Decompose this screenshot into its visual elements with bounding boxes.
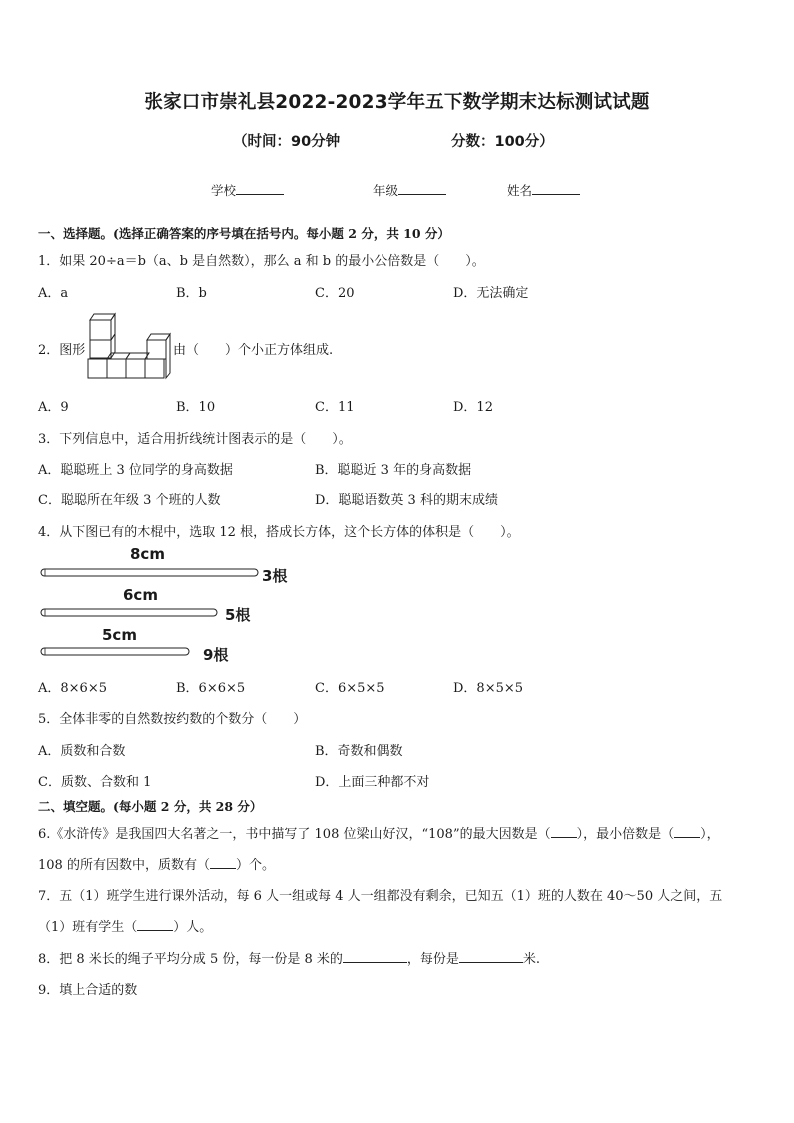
q8-text-3: 米. [522, 952, 541, 967]
school-field [211, 181, 284, 199]
question-5: 5．全体非零的自然数按约数的个数分（ ） [38, 712, 307, 727]
section-1-title: 一、选择题。(选择正确答案的序号填在括号内。每小题 2 分，共 10 分） [38, 226, 450, 241]
question-1: 1．如果 20÷a＝b（a、b 是自然数），那么 a 和 b 的最小公倍数是（ ）。 [38, 254, 485, 269]
q3-option-a[interactable]: A．聪聪班上 3 位同学的身高数据 [38, 463, 233, 478]
q2-option-a[interactable]: A．9 [38, 400, 69, 415]
stick-1-length: 8cm [130, 545, 165, 563]
grade-field [373, 181, 446, 199]
grade-blank[interactable] [398, 182, 446, 195]
q2-option-d[interactable]: D．12 [453, 400, 493, 415]
q1-option-c[interactable]: C．20 [315, 286, 355, 301]
q3-option-b[interactable]: B．聪聪近 3 年的身高数据 [315, 463, 472, 478]
q2-option-c[interactable]: C．11 [315, 400, 355, 415]
q3-option-c[interactable]: C．聪聪所在年级 3 个班的人数 [38, 493, 221, 508]
q5-option-c[interactable]: C．质数、合数和 1 [38, 775, 152, 790]
q4-option-c[interactable]: C．6×5×5 [315, 681, 385, 696]
exam-time: （时间：90分钟 [233, 134, 341, 150]
stick-2-count: 5根 [225, 606, 251, 624]
question-7-line-2 [38, 916, 212, 935]
q3-option-d[interactable]: D．聪聪语数英 3 科的期末成绩 [315, 493, 498, 508]
question-3: 3．下列信息中，适合用折线统计图表示的是（ ）。 [38, 432, 352, 447]
stick-1 [41, 569, 258, 576]
q1-option-a[interactable]: A．a [38, 286, 69, 301]
q4-option-a[interactable]: A．8×6×5 [38, 681, 107, 696]
q5-option-d[interactable]: D．上面三种都不对 [315, 775, 430, 790]
school-blank[interactable] [236, 182, 284, 195]
question-2-start: 2．图形 [38, 343, 86, 358]
question-4: 4．从下图已有的木棍中，选取 12 根，搭成长方体，这个长方体的体积是（ ）。 [38, 525, 520, 540]
name-blank[interactable] [532, 182, 580, 195]
q8-blank-1[interactable] [343, 950, 407, 963]
question-6-line-2 [38, 854, 275, 873]
name-label: 姓名 [507, 183, 533, 198]
q8-text-1: 8．把 8 米长的绳子平均分成 5 份，每一份是 8 米的 [38, 952, 343, 967]
stick-1-count: 3根 [262, 567, 288, 585]
q6-blank-2[interactable] [674, 825, 700, 838]
q6-text-2: ），最小倍数是（ [576, 827, 675, 842]
q4-option-d[interactable]: D．8×5×5 [453, 681, 524, 696]
q5-option-b[interactable]: B．奇数和偶数 [315, 744, 403, 759]
q6-text-5: ）个。 [235, 858, 275, 873]
q6-blank-3[interactable] [210, 856, 236, 869]
question-2-end: 由（ ）个小正方体组成. [173, 343, 334, 358]
question-6-line-1 [38, 823, 720, 842]
stick-2 [41, 609, 217, 616]
question-9: 9．填上合适的数 [38, 983, 138, 998]
q8-text-2: ，每份是 [406, 952, 459, 967]
q5-option-a[interactable]: A．质数和合数 [38, 744, 126, 759]
q2-option-b[interactable]: B．10 [176, 400, 216, 415]
stick-2-length: 6cm [123, 586, 158, 604]
cube-figure [84, 311, 176, 381]
q6-text-1: 6.《水浒传》是我国四大名著之一，书中描写了 108 位梁山好汉，“108”的最大因数是（ [38, 827, 551, 842]
q7-text-1: （1）班有学生（ [38, 920, 138, 935]
q7-text-2: ）人。 [173, 920, 213, 935]
page-title: 张家口市崇礼县2022-2023学年五下数学期末达标测试试题 [144, 92, 650, 113]
stick-3-length: 5cm [102, 626, 137, 644]
q1-option-d[interactable]: D．无法确定 [453, 286, 529, 301]
question-7-line-1: 7．五（1）班学生进行课外活动，每 6 人一组或每 4 人一组都没有剩余，已知五（1）班的人数在 40～50 人之间，五 [38, 889, 723, 904]
school-label: 学校 [211, 183, 237, 198]
section-2-title: 二、填空题。(每小题 2 分，共 28 分） [38, 799, 263, 814]
question-8 [38, 948, 540, 967]
q6-text-3: ）， [700, 827, 720, 842]
name-field [507, 181, 580, 199]
q7-blank[interactable] [137, 918, 173, 931]
q8-blank-2[interactable] [459, 950, 523, 963]
q4-option-b[interactable]: B．6×6×5 [176, 681, 246, 696]
stick-3 [41, 648, 189, 655]
stick-3-count: 9根 [203, 646, 229, 664]
exam-score: 分数：100分） [451, 134, 554, 150]
q6-text-4: 108 的所有因数中，质数有（ [38, 858, 210, 873]
q6-blank-1[interactable] [551, 825, 577, 838]
grade-label: 年级 [373, 183, 399, 198]
q1-option-b[interactable]: B．b [176, 286, 207, 301]
sticks-figure [38, 543, 298, 668]
